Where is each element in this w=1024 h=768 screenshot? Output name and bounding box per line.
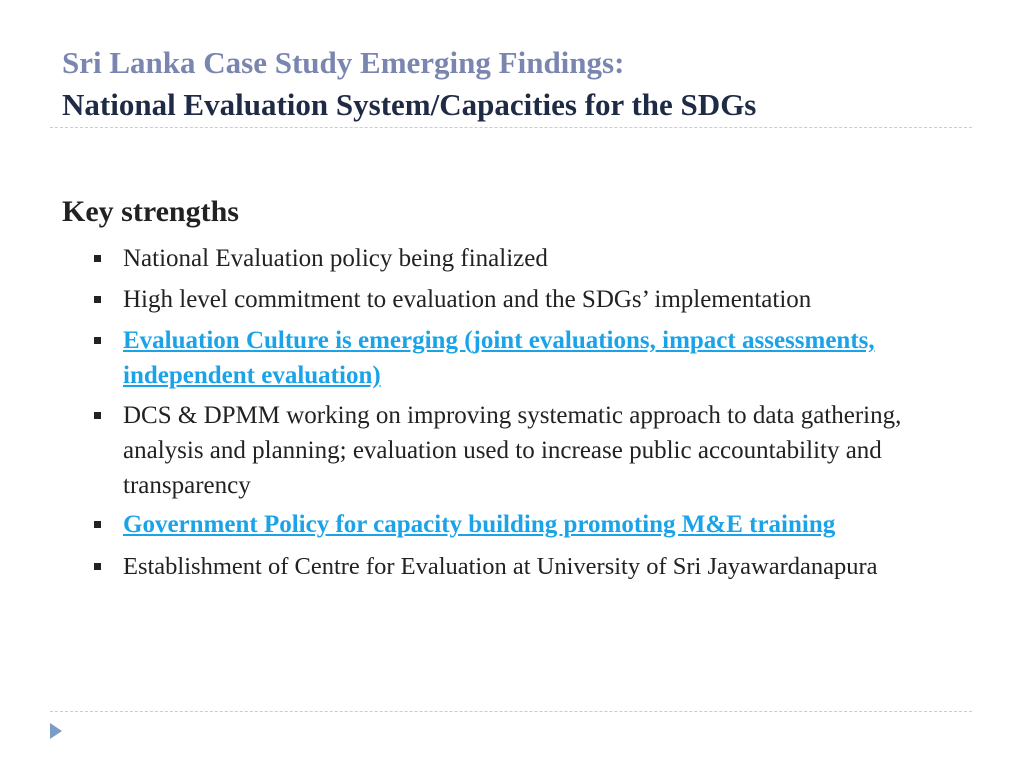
slide-title-line-2: National Evaluation System/Capacities for the SDGs: [62, 87, 757, 122]
bullet-text: High level commitment to evaluation and the SDGs’ implementation: [123, 286, 812, 313]
square-bullet-icon: [94, 255, 101, 262]
bullet-item-centre-for-evaluation: [123, 549, 1003, 584]
footer-divider: [50, 711, 972, 712]
bullet-link-text[interactable]: Government Policy for capacity building promoting M&E training: [123, 511, 836, 538]
bullet-item-dcs-dpmm: [123, 398, 913, 503]
bullet-item-government-policy[interactable]: [123, 507, 1003, 542]
bullet-link-text[interactable]: Evaluation Culture is emerging (joint evaluations, impact assessments, independent evaluation): [123, 327, 875, 389]
bullet-item-evaluation-culture[interactable]: [123, 323, 993, 393]
square-bullet-icon: [94, 337, 101, 344]
square-bullet-icon: [94, 296, 101, 303]
slide-title-line-1: Sri Lanka Case Study Emerging Findings:: [62, 45, 625, 80]
square-bullet-icon: [94, 412, 101, 419]
bullet-text: DCS & DPMM working on improving systematic approach to data gathering, analysis and planning; evaluation used to increase public accountability and transparency: [123, 402, 902, 499]
triangle-right-icon: [50, 723, 62, 739]
bullet-text: National Evaluation policy being finalized: [123, 245, 548, 272]
square-bullet-icon: [94, 563, 101, 570]
square-bullet-icon: [94, 521, 101, 528]
bullet-item-policy: [123, 241, 1003, 276]
bullet-text: Establishment of Centre for Evaluation at University of Sri Jayawardanapura: [123, 553, 878, 580]
section-heading: Key strengths: [62, 195, 239, 228]
bullet-item-commitment: [123, 282, 1003, 317]
